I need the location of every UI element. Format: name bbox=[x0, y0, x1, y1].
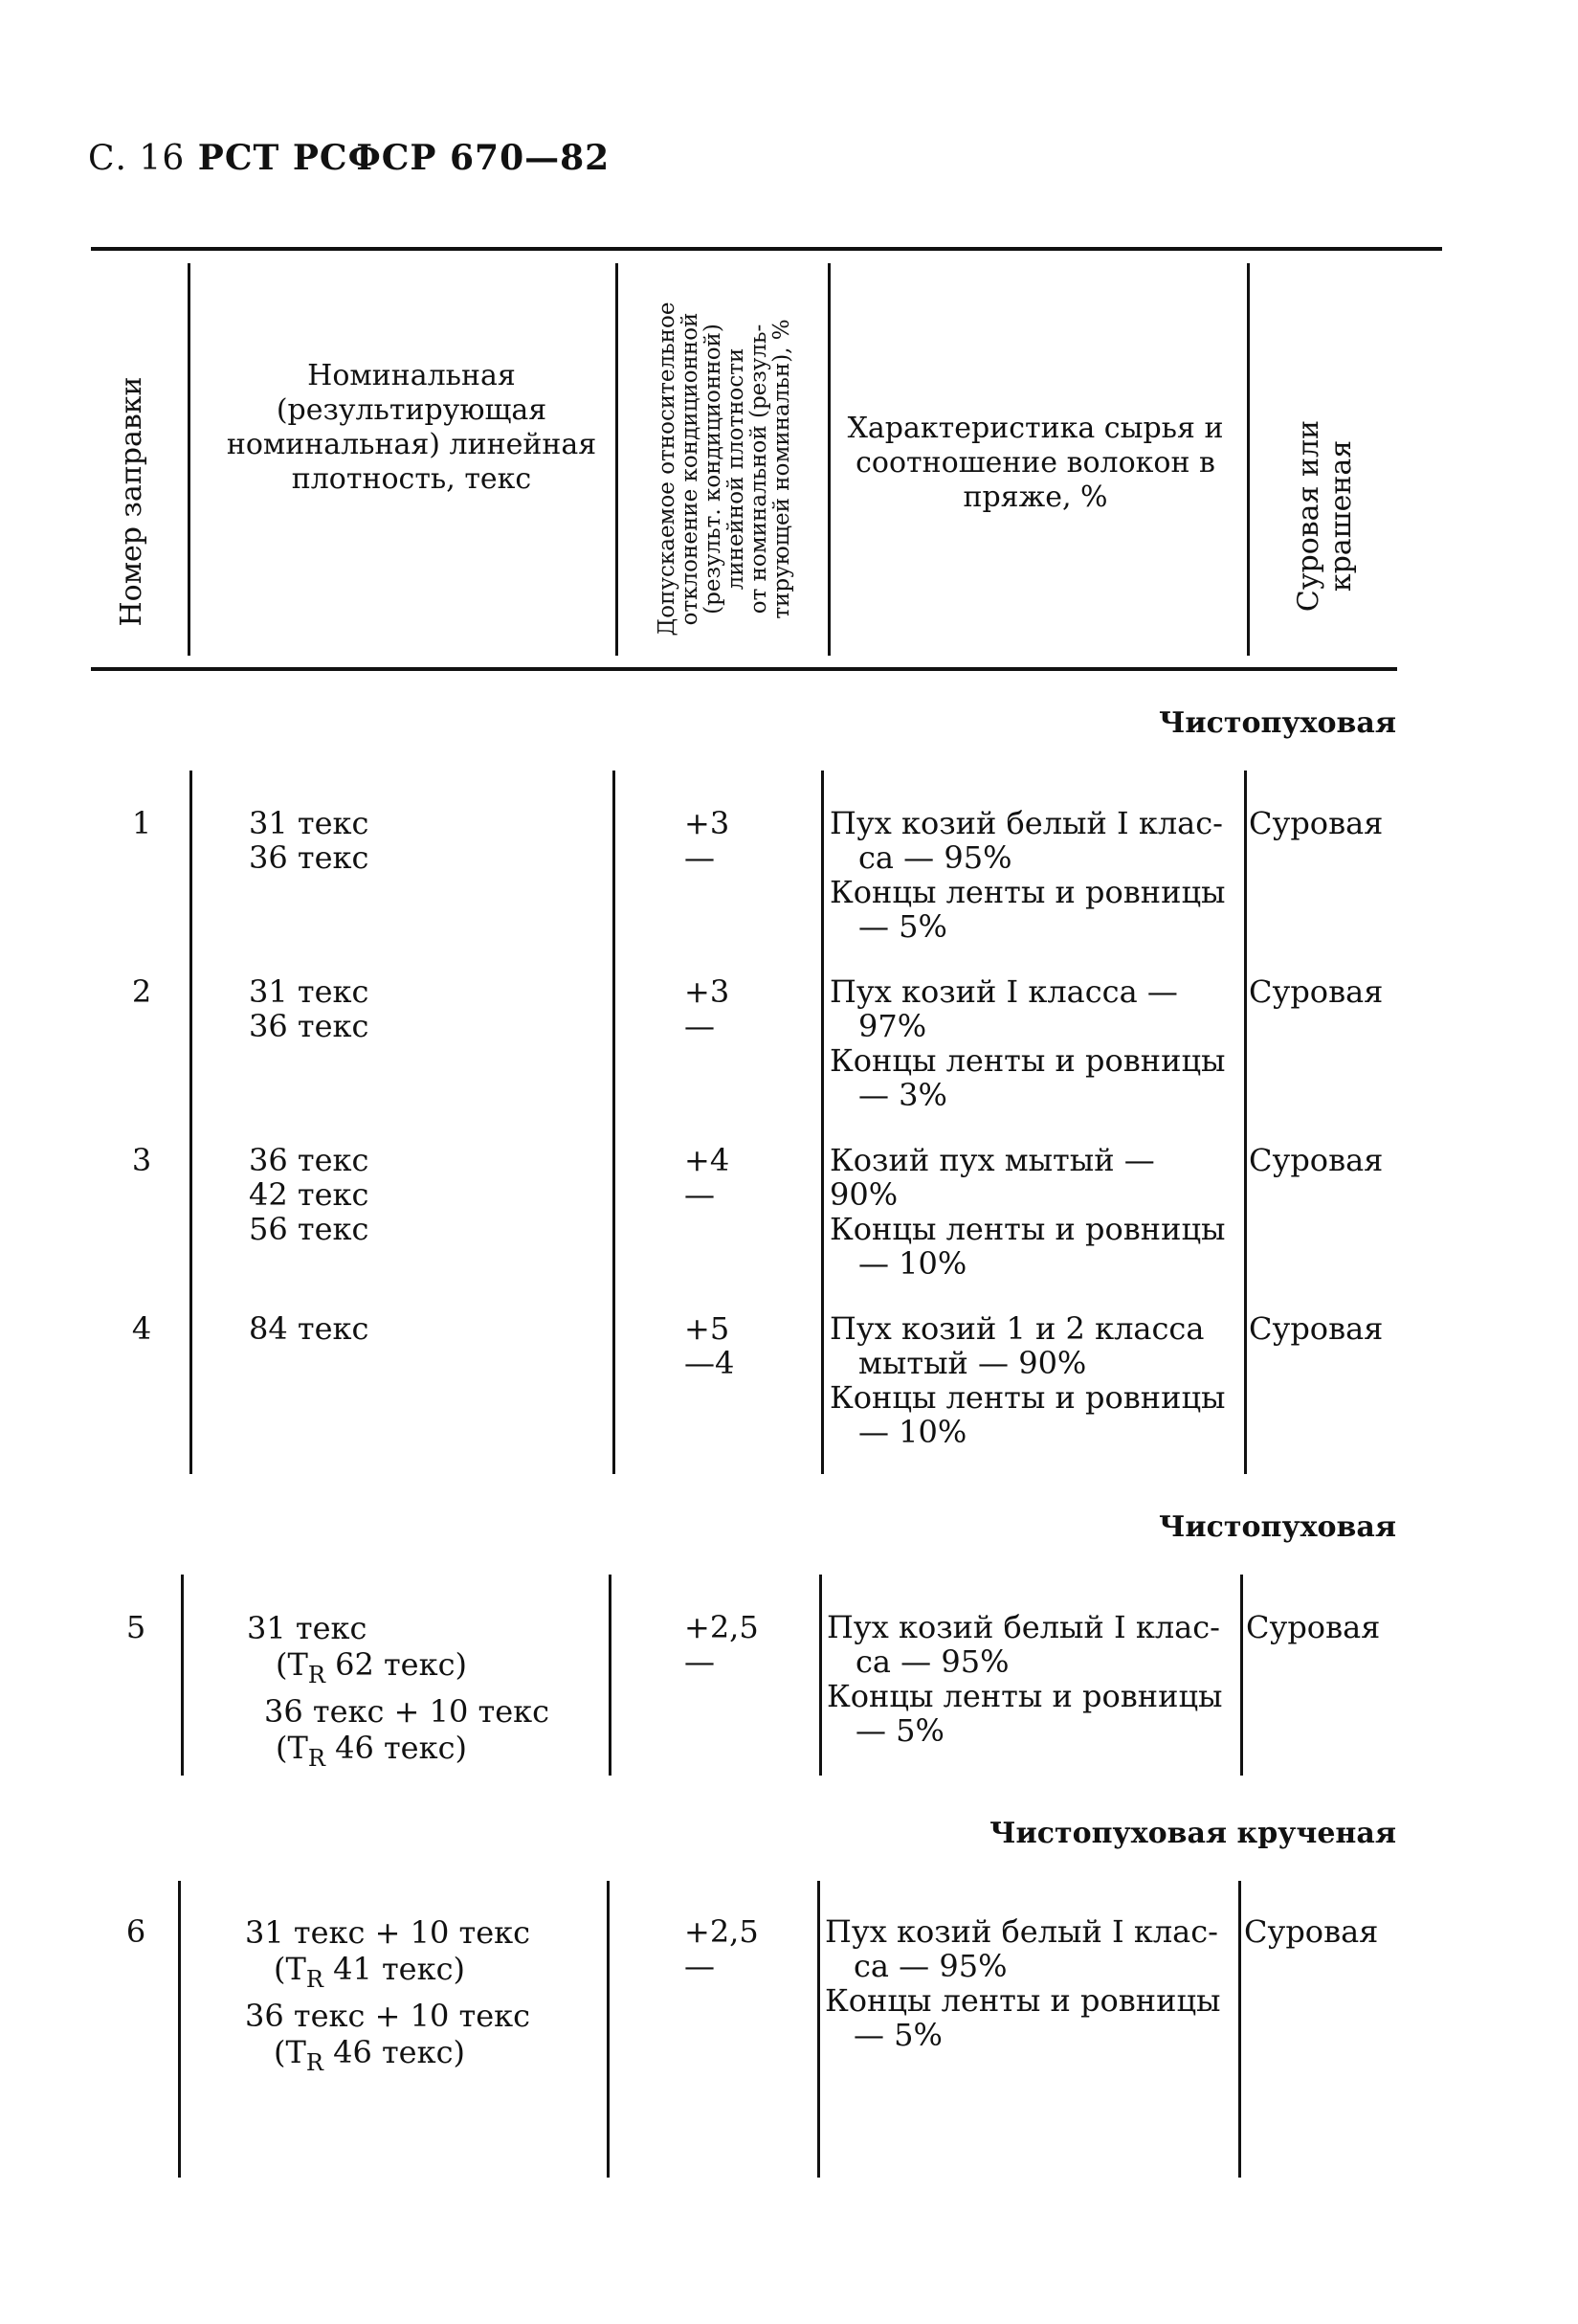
deviation-line: — bbox=[684, 1948, 715, 1984]
table-top-rule bbox=[91, 247, 1442, 251]
page-number: С. 16 bbox=[88, 139, 186, 178]
header-deviation-line: линейной плотности bbox=[723, 347, 748, 591]
body-col-sep bbox=[189, 771, 192, 1474]
body-col-sep bbox=[1240, 1575, 1243, 1776]
deviation-line: — bbox=[684, 1008, 715, 1044]
header-type-line: Суровая или bbox=[1292, 419, 1325, 613]
density-line: 31 текс + 10 текс bbox=[245, 1914, 531, 1951]
header-type-line: крашеная bbox=[1324, 439, 1358, 592]
fiber-line: Козий пух мытый — 90% bbox=[830, 1142, 1155, 1213]
fiber-line: — 5% bbox=[856, 1712, 945, 1749]
body-col-sep bbox=[1238, 1881, 1241, 2178]
fiber-line: — 5% bbox=[858, 908, 947, 945]
density-part: (T bbox=[276, 1646, 308, 1683]
density-subscript: R bbox=[305, 2049, 323, 2076]
body-col-sep bbox=[609, 1575, 611, 1776]
row-density bbox=[249, 1143, 368, 1246]
header-deviation-line: отклонение кондиционной bbox=[678, 312, 702, 626]
row-fiber bbox=[825, 1914, 1222, 2052]
body-col-sep bbox=[181, 1575, 184, 1776]
fiber-line: Концы ленты и ровницы bbox=[830, 1211, 1226, 1247]
row-density bbox=[249, 1311, 368, 1346]
density-part: 46 текс) bbox=[322, 2034, 466, 2070]
row-fiber bbox=[830, 806, 1227, 944]
body-col-sep bbox=[178, 1881, 181, 2178]
density-line: 36 текс + 10 текс bbox=[264, 1693, 550, 1730]
fiber-line: Концы ленты и ровницы bbox=[827, 1678, 1223, 1714]
density-line: 36 текс + 10 текс bbox=[245, 1998, 531, 2034]
density-subscript: R bbox=[307, 1745, 325, 1772]
row-number: 1 bbox=[131, 805, 152, 841]
density-line: 36 текс bbox=[249, 1142, 369, 1178]
fiber-line: Пух козий белый I клас- bbox=[830, 805, 1223, 841]
density-subscript: R bbox=[305, 1966, 323, 1993]
row-number: 2 bbox=[131, 973, 152, 1010]
fiber-line: Пух козий белый I клас- bbox=[825, 1913, 1218, 1950]
body-col-sep bbox=[1244, 771, 1247, 1474]
deviation-line: +5 bbox=[684, 1310, 730, 1347]
deviation-line: +4 bbox=[684, 1142, 730, 1178]
fiber-line: Концы ленты и ровницы bbox=[825, 1982, 1221, 2019]
fiber-line: са — 95% bbox=[858, 839, 1012, 876]
body-col-sep bbox=[817, 1881, 820, 2178]
density-line: 42 текс bbox=[249, 1176, 369, 1213]
row-fiber bbox=[830, 1311, 1227, 1449]
body-col-sep bbox=[821, 771, 824, 1474]
density-line: 31 текс bbox=[247, 1610, 367, 1646]
density-line: 36 текс bbox=[249, 839, 369, 876]
deviation-line: +3 bbox=[684, 805, 730, 841]
deviation-line: — bbox=[684, 1176, 715, 1213]
row-deviation bbox=[684, 1610, 759, 1679]
header-density: Номинальная (результирующая номинальная) линейная плотность, текс bbox=[226, 359, 597, 496]
table-header-bottom-rule bbox=[91, 667, 1397, 671]
density-part: 46 текс) bbox=[324, 1730, 468, 1766]
section-title: Чистопуховая bbox=[1158, 1510, 1396, 1544]
row-type: Суровая bbox=[1249, 973, 1384, 1010]
body-col-sep bbox=[607, 1881, 610, 2178]
density-line: 36 текс bbox=[249, 1008, 369, 1044]
density-part: 62 текс) bbox=[324, 1646, 468, 1683]
fiber-line: — 3% bbox=[858, 1077, 947, 1113]
header-deviation-line: (результ. кондиционной) bbox=[700, 324, 725, 615]
fiber-line: Концы ленты и ровницы bbox=[830, 874, 1226, 910]
deviation-line: — bbox=[684, 1643, 715, 1680]
density-line bbox=[245, 1951, 530, 1998]
density-subscript: R bbox=[307, 1662, 325, 1688]
fiber-line: са — 95% bbox=[854, 1948, 1008, 1984]
density-line: 31 текс bbox=[249, 973, 369, 1010]
density-part: (T bbox=[276, 1730, 308, 1766]
header-col-sep-1 bbox=[188, 263, 190, 656]
fiber-line: са — 95% bbox=[856, 1643, 1010, 1680]
fiber-line: Пух козий 1 и 2 класса bbox=[830, 1310, 1205, 1347]
header-deviation bbox=[656, 282, 793, 656]
deviation-line: — bbox=[684, 839, 715, 876]
row-number: 6 bbox=[125, 1913, 146, 1950]
header-deviation-line: тирующей номинальн), % bbox=[769, 319, 794, 619]
deviation-line: +3 bbox=[684, 973, 730, 1010]
density-part: 41 текс) bbox=[322, 1951, 466, 1987]
row-type: Суровая bbox=[1249, 805, 1384, 841]
header-number: Номер заправки bbox=[115, 376, 148, 627]
standard-title: РСТ РСФСР 670—82 bbox=[197, 138, 611, 178]
body-col-sep bbox=[612, 771, 615, 1474]
header-col-sep-2 bbox=[615, 263, 618, 656]
fiber-line: — 10% bbox=[858, 1245, 967, 1282]
density-line bbox=[247, 1730, 549, 1777]
fiber-line: Пух козий I класса — bbox=[830, 973, 1178, 1010]
header-col-sep-3 bbox=[828, 263, 831, 656]
row-deviation bbox=[684, 1914, 759, 1983]
density-part: (T bbox=[274, 2034, 306, 2070]
deviation-line: +2,5 bbox=[684, 1913, 759, 1950]
fiber-line: мытый — 90% bbox=[858, 1345, 1087, 1381]
row-type: Суровая bbox=[1246, 1609, 1381, 1645]
fiber-line: Концы ленты и ровницы bbox=[830, 1379, 1226, 1416]
fiber-line: Концы ленты и ровницы bbox=[830, 1042, 1226, 1079]
header-deviation-line: от номинальной (резуль- bbox=[746, 324, 771, 615]
density-line: 56 текс bbox=[249, 1211, 369, 1247]
fiber-line: 97% bbox=[858, 1008, 927, 1044]
header-fiber: Характеристика сырья и соотношение волокон в пряже, % bbox=[847, 412, 1224, 514]
row-deviation bbox=[684, 1143, 729, 1212]
section-title: Чистопуховая bbox=[1158, 706, 1396, 740]
row-number: 3 bbox=[131, 1142, 152, 1178]
density-line: 84 текс bbox=[249, 1310, 369, 1347]
row-fiber bbox=[827, 1610, 1224, 1748]
row-density bbox=[249, 974, 368, 1043]
deviation-line: —4 bbox=[684, 1345, 735, 1381]
row-deviation bbox=[684, 974, 729, 1043]
density-line bbox=[245, 2034, 530, 2081]
row-number: 5 bbox=[125, 1609, 146, 1645]
row-density bbox=[245, 1914, 530, 2081]
row-density bbox=[249, 806, 368, 875]
header-col-sep-4 bbox=[1247, 263, 1250, 656]
fiber-line: — 10% bbox=[858, 1414, 967, 1450]
fiber-line: Пух козий белый I клас- bbox=[827, 1609, 1220, 1645]
header-type bbox=[1293, 382, 1358, 650]
header-deviation-line: Допускаемое относительное bbox=[655, 302, 679, 637]
section-title: Чистопуховая крученая bbox=[989, 1817, 1396, 1850]
row-number: 4 bbox=[131, 1310, 152, 1347]
row-type: Суровая bbox=[1249, 1310, 1384, 1347]
row-deviation bbox=[684, 806, 729, 875]
deviation-line: +2,5 bbox=[684, 1609, 759, 1645]
fiber-line: — 5% bbox=[854, 2017, 943, 2053]
row-deviation bbox=[684, 1311, 734, 1380]
row-fiber bbox=[830, 1143, 1227, 1281]
density-part: (T bbox=[274, 1951, 306, 1987]
row-density bbox=[247, 1610, 549, 1777]
page-header bbox=[88, 138, 610, 178]
row-type: Суровая bbox=[1244, 1913, 1379, 1950]
row-type: Суровая bbox=[1249, 1142, 1384, 1178]
row-fiber bbox=[830, 974, 1227, 1112]
body-col-sep bbox=[819, 1575, 822, 1776]
density-line: 31 текс bbox=[249, 805, 369, 841]
density-line bbox=[247, 1646, 549, 1693]
